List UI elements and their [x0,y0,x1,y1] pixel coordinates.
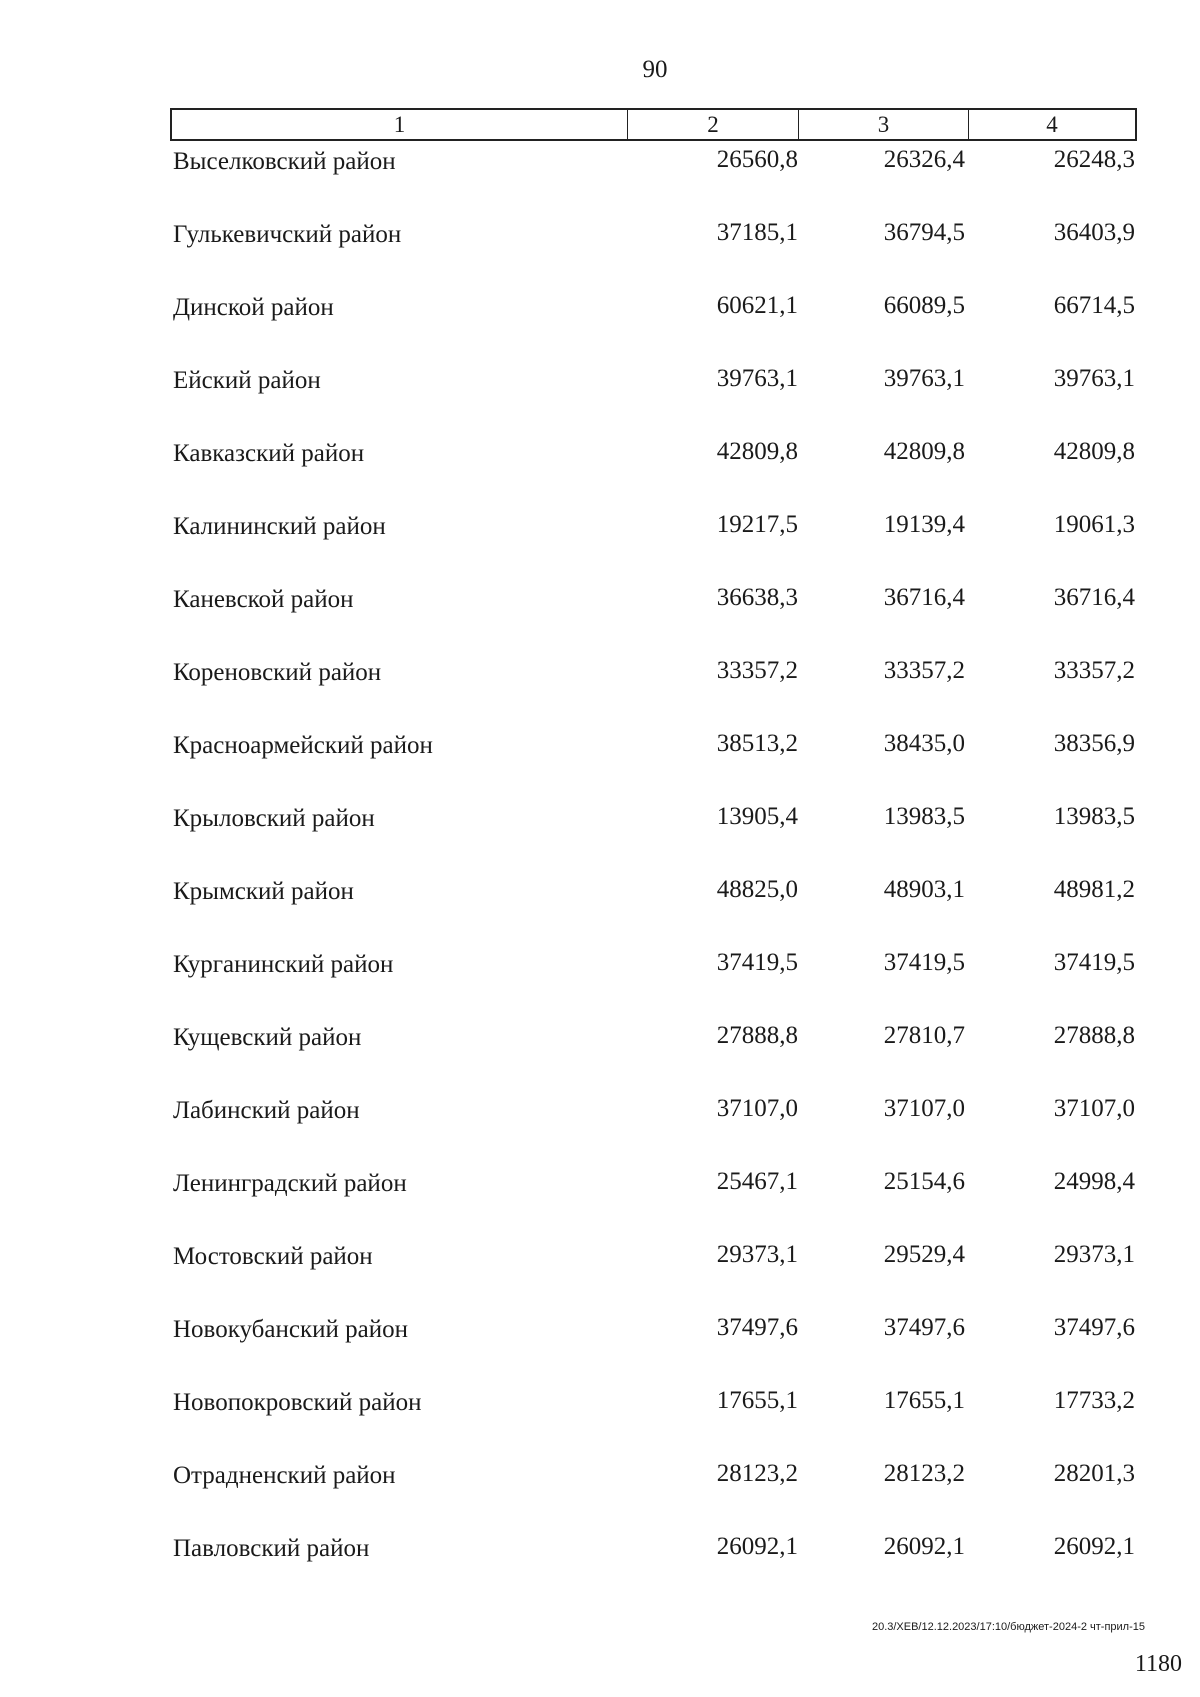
value-col-3: 27810,7 [883,1022,965,1049]
district-name: Гулькевичский район [173,221,402,248]
district-name: Кущевский район [173,1024,362,1051]
value-col-2: 29373,1 [716,1241,798,1268]
district-name: Лабинский район [173,1097,360,1124]
value-col-3: 26092,1 [883,1533,965,1560]
district-name: Выселковский район [173,148,396,175]
district-name: Динской район [173,294,334,321]
value-col-3: 26326,4 [883,146,965,173]
value-col-4: 48981,2 [1053,876,1135,903]
table-row [170,1239,1145,1312]
header-col-2: 2 [627,110,798,139]
value-col-4: 27888,8 [1053,1022,1135,1049]
table-row [170,874,1145,947]
value-col-2: 33357,2 [716,657,798,684]
value-col-4: 39763,1 [1053,365,1135,392]
value-col-3: 36716,4 [883,584,965,611]
value-col-3: 66089,5 [883,292,965,319]
value-col-2: 13905,4 [716,803,798,830]
table-row [170,655,1145,728]
table-row [170,1385,1145,1458]
value-col-3: 37497,6 [883,1314,965,1341]
value-col-4: 28201,3 [1053,1460,1135,1487]
value-col-2: 60621,1 [716,292,798,319]
value-col-3: 36794,5 [883,219,965,246]
value-col-3: 13983,5 [883,803,965,830]
value-col-4: 36403,9 [1053,219,1135,246]
table-row [170,1531,1145,1604]
value-col-4: 37107,0 [1053,1095,1135,1122]
value-col-4: 37419,5 [1053,949,1135,976]
table-row [170,1458,1145,1531]
district-name: Крыловский район [173,805,375,832]
value-col-3: 17655,1 [883,1387,965,1414]
value-col-3: 38435,0 [883,730,965,757]
value-col-2: 39763,1 [716,365,798,392]
table-row [170,144,1145,217]
table-row [170,436,1145,509]
value-col-4: 17733,2 [1053,1387,1135,1414]
document-code: 20.3/ХЕВ/12.12.2023/17:10/бюджет-2024-2 чт-прил-15 [871,1621,1145,1633]
table-row [170,1312,1145,1385]
district-name: Новопокровский район [173,1389,422,1416]
table-row [170,1020,1145,1093]
district-name: Калининский район [173,513,386,540]
value-col-2: 38513,2 [716,730,798,757]
district-name: Ленинградский район [173,1170,407,1197]
page-number: 90 [642,56,668,83]
district-name: Кавказский район [173,440,365,467]
value-col-2: 42809,8 [716,438,798,465]
district-name: Новокубанский район [173,1316,408,1343]
value-col-4: 19061,3 [1053,511,1135,538]
value-col-3: 19139,4 [883,511,965,538]
table-row [170,947,1145,1020]
value-col-4: 13983,5 [1053,803,1135,830]
value-col-2: 17655,1 [716,1387,798,1414]
value-col-2: 28123,2 [716,1460,798,1487]
value-col-4: 26248,3 [1053,146,1135,173]
table-row [170,217,1145,290]
table-row [170,363,1145,436]
value-col-4: 29373,1 [1053,1241,1135,1268]
district-name: Павловский район [173,1535,370,1562]
table-body [170,144,1145,1604]
value-col-3: 39763,1 [883,365,965,392]
district-name: Красноармейский район [173,732,433,759]
value-col-4: 42809,8 [1053,438,1135,465]
value-col-2: 37185,1 [716,219,798,246]
table-row [170,290,1145,363]
value-col-2: 36638,3 [716,584,798,611]
table-row [170,1093,1145,1166]
table-header [170,108,1137,141]
header-col-4: 4 [968,110,1135,139]
value-col-3: 37107,0 [883,1095,965,1122]
value-col-2: 27888,8 [716,1022,798,1049]
value-col-4: 36716,4 [1053,584,1135,611]
header-col-1: 1 [393,111,406,137]
value-col-4: 24998,4 [1053,1168,1135,1195]
table-row [170,1166,1145,1239]
district-name: Каневской район [173,586,354,613]
district-name: Крымский район [173,878,354,905]
district-name: Ейский район [173,367,321,394]
value-col-3: 42809,8 [883,438,965,465]
value-col-4: 26092,1 [1053,1533,1135,1560]
value-col-3: 28123,2 [883,1460,965,1487]
value-col-2: 25467,1 [716,1168,798,1195]
value-col-2: 37419,5 [716,949,798,976]
district-name: Отрадненский район [173,1462,396,1489]
table-row [170,728,1145,801]
value-col-4: 37497,6 [1053,1314,1135,1341]
value-col-4: 38356,9 [1053,730,1135,757]
table-row [170,801,1145,874]
value-col-2: 48825,0 [716,876,798,903]
value-col-3: 37419,5 [883,949,965,976]
value-col-3: 33357,2 [883,657,965,684]
value-col-2: 19217,5 [716,511,798,538]
value-col-2: 26560,8 [716,146,798,173]
district-name: Кореновский район [173,659,382,686]
table-row [170,582,1145,655]
value-col-3: 29529,4 [883,1241,965,1268]
value-col-4: 66714,5 [1053,292,1135,319]
value-col-2: 37497,6 [716,1314,798,1341]
sheet-number: 1180 [1134,1651,1182,1677]
value-col-4: 33357,2 [1053,657,1135,684]
table-row [170,509,1145,582]
value-col-3: 48903,1 [883,876,965,903]
district-name: Курганинский район [173,951,394,978]
header-col-3: 3 [798,110,968,139]
district-name: Мостовский район [173,1243,373,1270]
value-col-2: 37107,0 [716,1095,798,1122]
value-col-3: 25154,6 [883,1168,965,1195]
value-col-2: 26092,1 [716,1533,798,1560]
